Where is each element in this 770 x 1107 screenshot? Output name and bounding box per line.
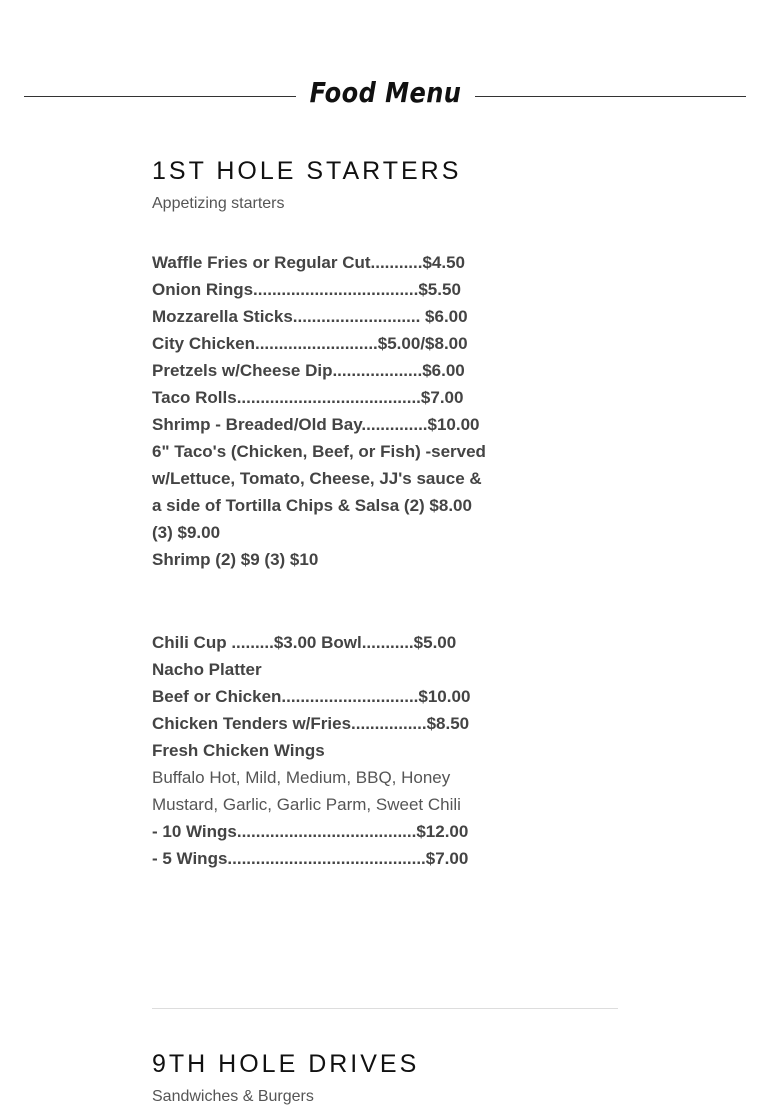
section-subtitle: Appetizing starters (152, 195, 285, 212)
section-title: 9TH HOLE DRIVES (152, 1050, 420, 1078)
menu-item-chicken-tenders: Chicken Tenders w/Fries................$8.50 (152, 714, 470, 733)
header-rule-left (24, 96, 296, 97)
item-group-gap (152, 573, 492, 629)
menu-item-shrimp-breaded: Shrimp - Breaded/Old Bay..............$10.00 (152, 415, 480, 434)
menu-item-taco-rolls: Taco Rolls.......................................$7.00 (152, 388, 464, 407)
menu-header (24, 72, 746, 120)
header-rule-right (475, 96, 746, 97)
wing-flavors: Buffalo Hot, Mild, Medium, BBQ, Honey Mustard, Garlic, Garlic Parm, Sweet Chili (152, 768, 461, 814)
menu-item-pretzels: Pretzels w/Cheese Dip...................$6.00 (152, 361, 465, 380)
menu-item-waffle-fries: Waffle Fries or Regular Cut...........$4.50 (152, 253, 466, 272)
menu-item-tacos: 6" Taco's (Chicken, Beef, or Fish) -served w/Lettuce, Tomato, Cheese, JJ's sauce & a side of Tortilla Chips & Salsa (2) $8.00 (3) $9.00 (152, 442, 486, 542)
menu-item-chicken-wings: Fresh Chicken Wings (152, 741, 325, 760)
menu-title: Food Menu (309, 76, 462, 109)
menu-item-city-chicken: City Chicken..........................$5.00/$8.00 (152, 334, 468, 353)
menu-item-5-wings: - 5 Wings..........................................$7.00 (152, 849, 469, 868)
section-starters (152, 156, 618, 872)
menu-item-chili: Chili Cup .........$3.00 Bowl...........$5.00 (152, 633, 457, 652)
menu-item-10-wings: - 10 Wings......................................$12.00 (152, 822, 469, 841)
section-title: 1ST HOLE STARTERS (152, 157, 462, 185)
section-drives (152, 1049, 618, 1107)
menu-item-mozzarella-sticks: Mozzarella Sticks........................... $6.00 (152, 307, 468, 326)
menu-items (152, 249, 492, 872)
menu-item-nacho-meat: Beef or Chicken.............................$10.00 (152, 687, 471, 706)
menu-item-shrimp-tacos: Shrimp (2) $9 (3) $10 (152, 550, 319, 569)
section-divider (152, 1008, 618, 1009)
section-subtitle: Sandwiches & Burgers (152, 1088, 314, 1105)
menu-item-nacho-platter: Nacho Platter (152, 660, 262, 679)
menu-item-onion-rings: Onion Rings...................................$5.50 (152, 280, 461, 299)
